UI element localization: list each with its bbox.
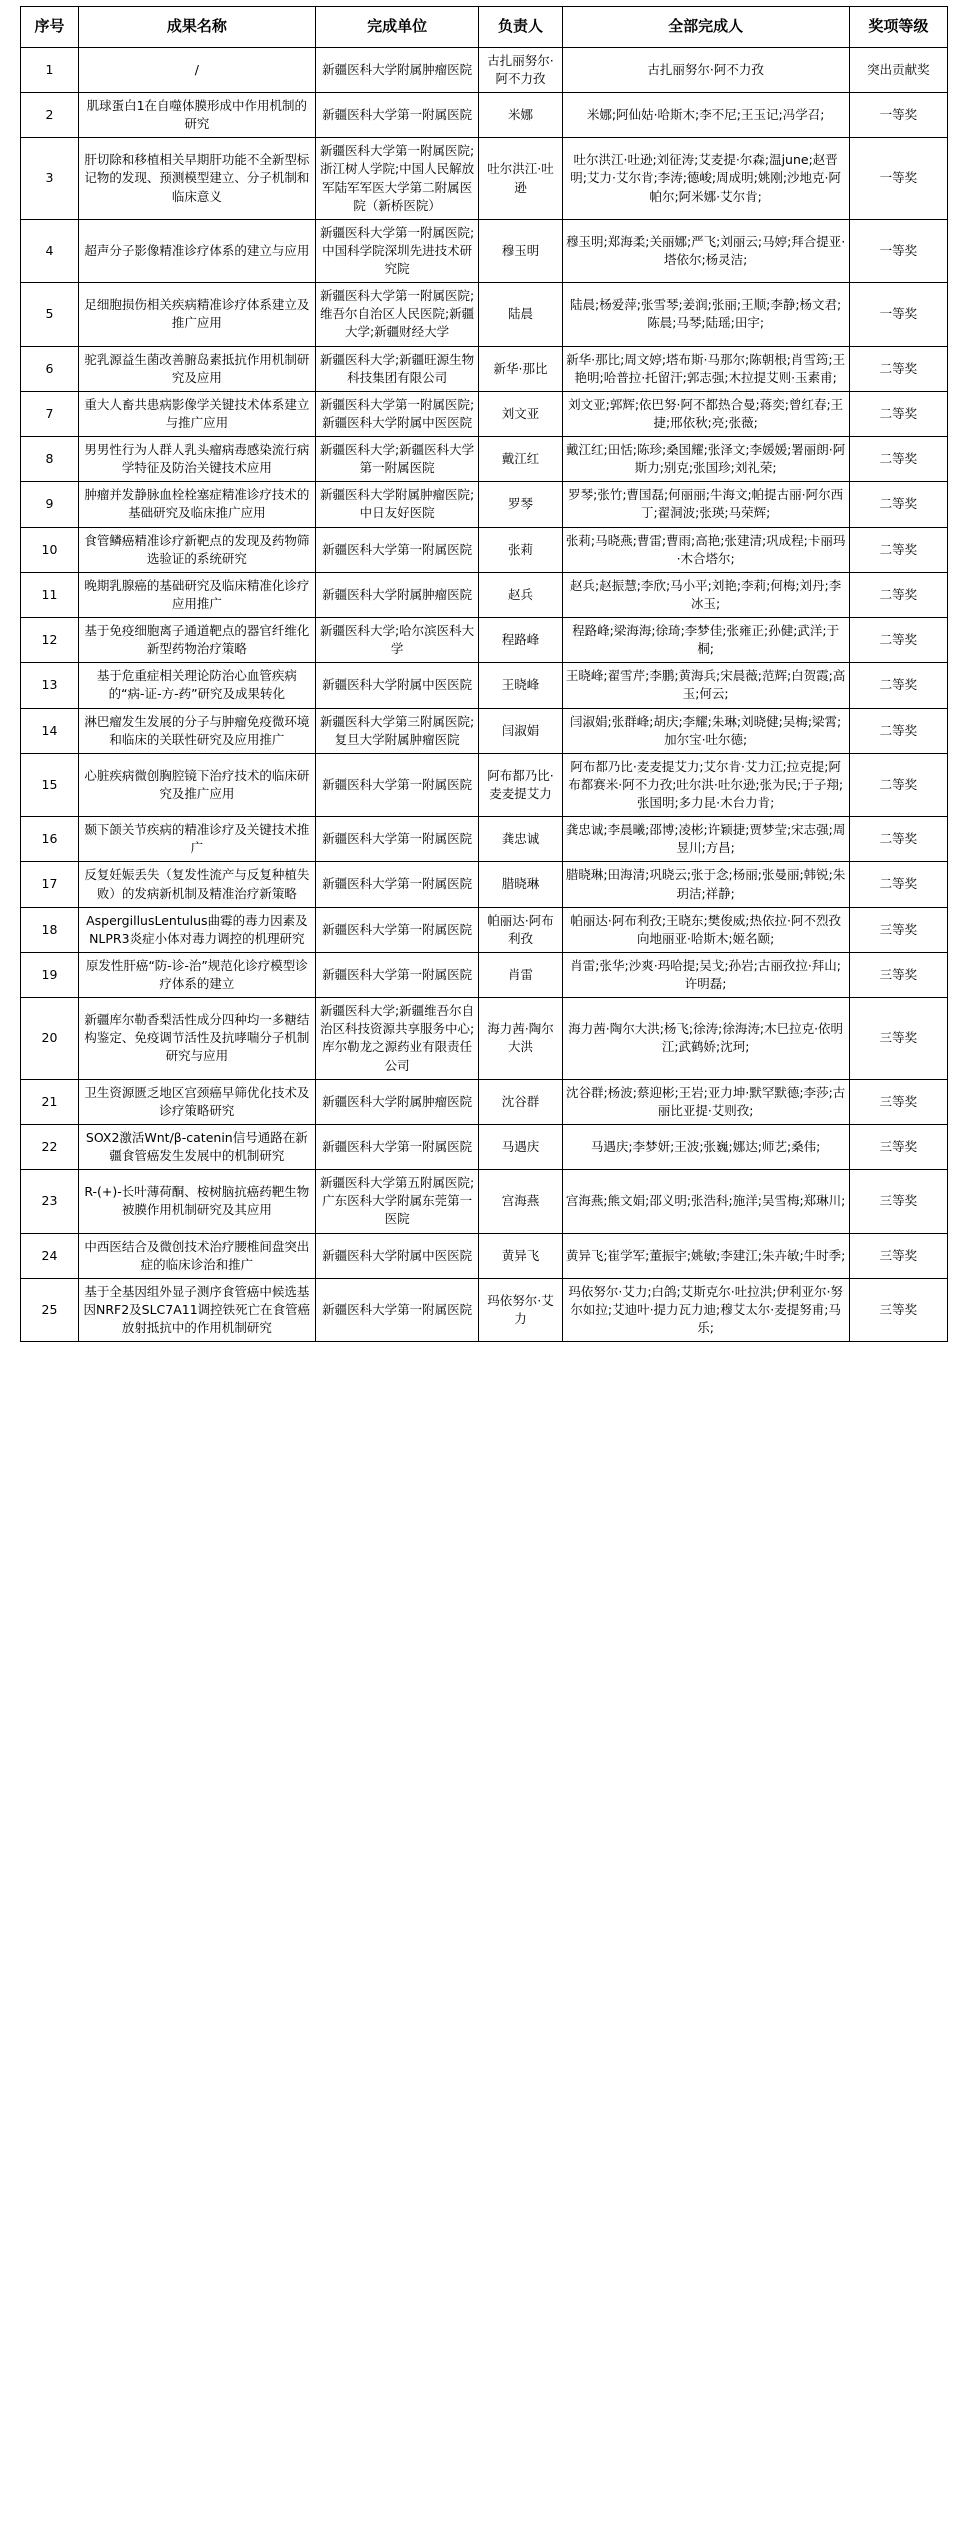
cell-people: 肖雷;张华;沙爽·玛哈提;吴戈;孙岩;古丽孜拉·拜山;许明磊;	[562, 952, 849, 997]
cell-title: 驼乳源益生菌改善腑岛素抵抗作用机制研究及应用	[78, 346, 315, 391]
cell-people: 阿布都乃比·麦麦提艾力;艾尔肯·艾力江;拉克提;阿布都赛米·阿不力孜;吐尔洪·吐尔逊;张为民;于子翔;张国明;多力昆·木台力肯;	[562, 753, 849, 816]
cell-title: 超声分子影像精准诊疗体系的建立与应用	[78, 219, 315, 282]
table-row	[21, 346, 948, 391]
cell-leader: 吐尔洪江·吐逊	[479, 138, 562, 220]
cell-people: 赵兵;赵振慧;李欣;马小平;刘艳;李莉;何梅;刘丹;李冰玉;	[562, 572, 849, 617]
column-header-people: 全部完成人	[562, 7, 849, 48]
cell-unit: 新疆医科大学;新疆维吾尔自治区科技资源共享服务中心;库尔勒龙之源药业有限责任公司	[315, 998, 479, 1080]
table-row	[21, 1124, 948, 1169]
cell-leader: 龚忠诚	[479, 817, 562, 862]
cell-unit: 新疆医科大学第一附属医院	[315, 817, 479, 862]
cell-index: 5	[21, 283, 79, 346]
cell-title: 颞下颌关节疾病的精准诊疗及关键技术推广	[78, 817, 315, 862]
cell-people: 玛依努尔·艾力;白鸽;艾斯克尔·吐拉洪;伊利亚尔·努尔如拉;艾迪叶·提力瓦力迪;穆艾太尔·麦提努甫;马乐;	[562, 1278, 849, 1341]
cell-unit: 新疆医科大学第一附属医院;维吾尔自治区人民医院;新疆大学;新疆财经大学	[315, 283, 479, 346]
cell-award: 三等奖	[849, 907, 947, 952]
cell-leader: 帕丽达·阿布利孜	[479, 907, 562, 952]
cell-unit: 新疆医科大学;哈尔滨医科大学	[315, 618, 479, 663]
cell-leader: 戴江红	[479, 437, 562, 482]
cell-award: 二等奖	[849, 346, 947, 391]
cell-unit: 新疆医科大学第一附属医院	[315, 753, 479, 816]
cell-award: 三等奖	[849, 952, 947, 997]
cell-title: 重大人畜共患病影像学关键技术体系建立与推广应用	[78, 391, 315, 436]
table-row	[21, 527, 948, 572]
cell-people: 黄异飞;崔学军;董振宇;姚敏;李建江;朱卉敏;牛时季;	[562, 1233, 849, 1278]
cell-unit: 新疆医科大学第一附属医院	[315, 952, 479, 997]
cell-award: 一等奖	[849, 219, 947, 282]
cell-award: 二等奖	[849, 437, 947, 482]
cell-award: 突出贡献奖	[849, 47, 947, 92]
cell-title: 基于全基因组外显子测序食管癌中候选基因NRF2及SLC7A11调控铁死亡在食管癌放射抵抗中的作用机制研究	[78, 1278, 315, 1341]
cell-unit: 新疆医科大学附属肿瘤医院	[315, 572, 479, 617]
cell-leader: 赵兵	[479, 572, 562, 617]
cell-index: 4	[21, 219, 79, 282]
table-row	[21, 998, 948, 1080]
cell-leader: 沈谷群	[479, 1079, 562, 1124]
table-row	[21, 283, 948, 346]
cell-award: 三等奖	[849, 1278, 947, 1341]
cell-index: 2	[21, 93, 79, 138]
table-row	[21, 663, 948, 708]
table-row	[21, 138, 948, 220]
cell-people: 罗琴;张竹;曹国磊;何丽丽;牛海文;帕提古丽·阿尔西丁;翟洞波;张瑛;马荣辉;	[562, 482, 849, 527]
cell-index: 11	[21, 572, 79, 617]
cell-leader: 黄异飞	[479, 1233, 562, 1278]
table-row	[21, 1278, 948, 1341]
cell-people: 龚忠诚;李晨曦;邵博;凌彬;许颖捷;贾梦莹;宋志强;周昱川;方昌;	[562, 817, 849, 862]
cell-index: 23	[21, 1170, 79, 1233]
cell-people: 海力茜·陶尔大洪;杨飞;徐涛;徐海涛;木巳拉克·依明江;武鹤娇;沈珂;	[562, 998, 849, 1080]
table-header	[21, 7, 948, 48]
cell-title: 足细胞损伤相关疾病精准诊疗体系建立及推广应用	[78, 283, 315, 346]
cell-unit: 新疆医科大学第一附属医院;浙江树人学院;中国人民解放军陆军军医大学第二附属医院（新桥医院）	[315, 138, 479, 220]
cell-title: 肝切除和移植相关早期肝功能不全新型标记物的发现、预测模型建立、分子机制和临床意义	[78, 138, 315, 220]
cell-index: 19	[21, 952, 79, 997]
cell-unit: 新疆医科大学附属中医医院	[315, 1233, 479, 1278]
cell-people: 戴江红;田恬;陈珍;桑国耀;张泽文;李媛媛;署丽朗·阿斯力;别克;张国珍;刘礼荣;	[562, 437, 849, 482]
cell-leader: 腊晓琳	[479, 862, 562, 907]
cell-leader: 张莉	[479, 527, 562, 572]
cell-people: 米娜;阿仙姑·哈斯木;李不尼;王玉记;冯学召;	[562, 93, 849, 138]
cell-unit: 新疆医科大学第一附属医院;中国科学院深圳先进技术研究院	[315, 219, 479, 282]
table-row	[21, 482, 948, 527]
table-row	[21, 1079, 948, 1124]
cell-title: 淋巴瘤发生发展的分子与肿瘤免疫微环境和临床的关联性研究及应用推广	[78, 708, 315, 753]
cell-title: AspergillusLentulus曲霉的毒力因素及NLPR3炎症小体对毒力调控的机理研究	[78, 907, 315, 952]
cell-people: 腊晓琳;田海清;巩晓云;张于念;杨丽;张曼丽;韩锐;朱玥洁;祥静;	[562, 862, 849, 907]
cell-index: 6	[21, 346, 79, 391]
cell-index: 14	[21, 708, 79, 753]
cell-award: 二等奖	[849, 708, 947, 753]
cell-index: 17	[21, 862, 79, 907]
cell-award: 三等奖	[849, 998, 947, 1080]
table-row	[21, 219, 948, 282]
cell-leader: 穆玉明	[479, 219, 562, 282]
cell-index: 21	[21, 1079, 79, 1124]
column-header-title: 成果名称	[78, 7, 315, 48]
cell-leader: 闫淑娟	[479, 708, 562, 753]
cell-index: 1	[21, 47, 79, 92]
cell-leader: 玛依努尔·艾力	[479, 1278, 562, 1341]
cell-leader: 肖雷	[479, 952, 562, 997]
cell-leader: 海力茜·陶尔大洪	[479, 998, 562, 1080]
cell-unit: 新疆医科大学;新疆旺源生物科技集团有限公司	[315, 346, 479, 391]
cell-award: 二等奖	[849, 817, 947, 862]
cell-unit: 新疆医科大学第一附属医院	[315, 1278, 479, 1341]
cell-title: 肌球蛋白1在自噬体膜形成中作用机制的研究	[78, 93, 315, 138]
cell-people: 沈谷群;杨波;蔡迎彬;王岩;亚力坤·默罕默德;李莎;古丽比亚提·艾则孜;	[562, 1079, 849, 1124]
cell-leader: 罗琴	[479, 482, 562, 527]
cell-index: 22	[21, 1124, 79, 1169]
cell-title: R-(+)-长叶薄荷酮、桉树脑抗癌药靶生物被膜作用机制研究及其应用	[78, 1170, 315, 1233]
cell-leader: 刘文亚	[479, 391, 562, 436]
cell-title: 新疆库尔勒香梨活性成分四种均一多糖结构鉴定、免疫调节活性及抗哮喘分子机制研究与应用	[78, 998, 315, 1080]
cell-leader: 米娜	[479, 93, 562, 138]
cell-unit: 新疆医科大学附属肿瘤医院	[315, 47, 479, 92]
cell-award: 二等奖	[849, 753, 947, 816]
cell-award: 二等奖	[849, 482, 947, 527]
cell-leader: 马遇庆	[479, 1124, 562, 1169]
column-header-leader: 负责人	[479, 7, 562, 48]
cell-award: 二等奖	[849, 391, 947, 436]
cell-index: 24	[21, 1233, 79, 1278]
cell-award: 二等奖	[849, 862, 947, 907]
table-row	[21, 753, 948, 816]
cell-leader: 新华·那比	[479, 346, 562, 391]
cell-leader: 古扎丽努尔·阿不力孜	[479, 47, 562, 92]
cell-title: 基于危重症相关理论防治心血管疾病的“病-证-方-药”研究及成果转化	[78, 663, 315, 708]
cell-leader: 阿布都乃比·麦麦提艾力	[479, 753, 562, 816]
cell-index: 13	[21, 663, 79, 708]
cell-title: 卫生资源匮乏地区宫颈癌早筛优化技术及诊疗策略研究	[78, 1079, 315, 1124]
cell-people: 穆玉明;郑海柔;关丽娜;严飞;刘丽云;马婷;拜合提亚·塔依尔;杨灵洁;	[562, 219, 849, 282]
cell-index: 10	[21, 527, 79, 572]
cell-index: 16	[21, 817, 79, 862]
column-header-index: 序号	[21, 7, 79, 48]
cell-award: 一等奖	[849, 138, 947, 220]
cell-index: 15	[21, 753, 79, 816]
cell-people: 宫海燕;熊文娟;邵义明;张浩科;施洋;吴雪梅;郑琳川;	[562, 1170, 849, 1233]
cell-leader: 宫海燕	[479, 1170, 562, 1233]
cell-leader: 陆晨	[479, 283, 562, 346]
table-row	[21, 907, 948, 952]
cell-people: 吐尔洪江·吐逊;刘征涛;艾麦提·尔森;温june;赵晋明;艾力·艾尔肯;李涛;德峻;周成明;姚刚;沙地克·阿帕尔;阿米娜·艾尔肯;	[562, 138, 849, 220]
award-results-table	[20, 6, 948, 1342]
cell-title: 晚期乳腺癌的基础研究及临床精准化诊疗应用推广	[78, 572, 315, 617]
cell-unit: 新疆医科大学第一附属医院	[315, 907, 479, 952]
cell-title: 原发性肝癌“防-诊-治”规范化诊疗模型诊疗体系的建立	[78, 952, 315, 997]
cell-title: 反复妊娠丢失（复发性流产与反复种植失败）的发病新机制及精准治疗新策略	[78, 862, 315, 907]
table-row	[21, 1233, 948, 1278]
cell-people: 新华·那比;周文婷;塔布斯·马那尔;陈朝根;肖雪筠;王艳明;哈普拉·托留汗;郭志强;木拉提艾则·玉素甫;	[562, 346, 849, 391]
cell-unit: 新疆医科大学第三附属医院;复旦大学附属肿瘤医院	[315, 708, 479, 753]
cell-award: 一等奖	[849, 93, 947, 138]
cell-unit: 新疆医科大学附属肿瘤医院;中日友好医院	[315, 482, 479, 527]
table-body	[21, 47, 948, 1341]
cell-unit: 新疆医科大学第一附属医院	[315, 1124, 479, 1169]
cell-leader: 程路峰	[479, 618, 562, 663]
cell-title: 男男性行为人群人乳头瘤病毒感染流行病学特征及防治关键技术应用	[78, 437, 315, 482]
table-row	[21, 47, 948, 92]
cell-award: 二等奖	[849, 618, 947, 663]
cell-people: 马遇庆;李梦妍;王波;张巍;娜达;师艺;桑伟;	[562, 1124, 849, 1169]
cell-people: 刘文亚;郭辉;依巴努·阿不都热合曼;蒋奕;曾红春;王捷;邢依秋;亮;张薇;	[562, 391, 849, 436]
cell-unit: 新疆医科大学附属肿瘤医院	[315, 1079, 479, 1124]
cell-title: SOX2激活Wnt/β-catenin信号通路在新疆食管癌发生发展中的机制研究	[78, 1124, 315, 1169]
cell-unit: 新疆医科大学第五附属医院;广东医科大学附属东莞第一医院	[315, 1170, 479, 1233]
table-row	[21, 437, 948, 482]
cell-award: 二等奖	[849, 663, 947, 708]
cell-people: 帕丽达·阿布利孜;王晓东;樊俊威;热依拉·阿不烈孜向地丽亚·哈斯木;姬名颐;	[562, 907, 849, 952]
cell-index: 8	[21, 437, 79, 482]
cell-award: 三等奖	[849, 1124, 947, 1169]
table-row	[21, 618, 948, 663]
cell-leader: 王晓峰	[479, 663, 562, 708]
cell-award: 一等奖	[849, 283, 947, 346]
cell-people: 程路峰;梁海海;徐琦;李梦佳;张雍正;孙健;武洋;于桐;	[562, 618, 849, 663]
cell-index: 3	[21, 138, 79, 220]
cell-people: 闫淑娟;张群峰;胡庆;李耀;朱琳;刘晓健;吴梅;梁霄;加尔宝·吐尔德;	[562, 708, 849, 753]
table-header-row	[21, 7, 948, 48]
cell-title: 食管鳞癌精准诊疗新靶点的发现及药物筛选验证的系统研究	[78, 527, 315, 572]
cell-unit: 新疆医科大学;新疆医科大学第一附属医院	[315, 437, 479, 482]
column-header-unit: 完成单位	[315, 7, 479, 48]
cell-index: 20	[21, 998, 79, 1080]
cell-award: 三等奖	[849, 1233, 947, 1278]
table-row	[21, 817, 948, 862]
cell-unit: 新疆医科大学第一附属医院	[315, 93, 479, 138]
cell-people: 古扎丽努尔·阿不力孜	[562, 47, 849, 92]
table-row	[21, 708, 948, 753]
table-row	[21, 1170, 948, 1233]
cell-unit: 新疆医科大学附属中医医院	[315, 663, 479, 708]
cell-title: 基于免疫细胞离子通道靶点的器官纤维化新型药物治疗策略	[78, 618, 315, 663]
table-row	[21, 952, 948, 997]
cell-index: 25	[21, 1278, 79, 1341]
table-row	[21, 391, 948, 436]
cell-unit: 新疆医科大学第一附属医院	[315, 527, 479, 572]
table-row	[21, 572, 948, 617]
cell-people: 陆晨;杨爱萍;张雪琴;姜润;张丽;王顺;李静;杨文君;陈晨;马琴;陆瑶;田宇;	[562, 283, 849, 346]
cell-award: 三等奖	[849, 1170, 947, 1233]
table-row	[21, 93, 948, 138]
cell-award: 二等奖	[849, 572, 947, 617]
cell-unit: 新疆医科大学第一附属医院;新疆医科大学附属中医医院	[315, 391, 479, 436]
cell-unit: 新疆医科大学第一附属医院	[315, 862, 479, 907]
cell-index: 12	[21, 618, 79, 663]
cell-index: 18	[21, 907, 79, 952]
column-header-award: 奖项等级	[849, 7, 947, 48]
cell-title: 中西医结合及微创技术治疗腰椎间盘突出症的临床诊治和推广	[78, 1233, 315, 1278]
cell-title: 肿瘤并发静脉血栓栓塞症精准诊疗技术的基础研究及临床推广应用	[78, 482, 315, 527]
cell-people: 张莉;马晓燕;曹雷;曹雨;高艳;张建清;巩成程;卡丽玛·木合塔尔;	[562, 527, 849, 572]
cell-title: 心脏疾病微创胸腔镜下治疗技术的临床研究及推广应用	[78, 753, 315, 816]
cell-award: 二等奖	[849, 527, 947, 572]
cell-title: /	[78, 47, 315, 92]
cell-people: 王晓峰;翟雪芹;李鹏;黄海兵;宋晨薇;范辉;白贺霞;高玉;何云;	[562, 663, 849, 708]
cell-index: 9	[21, 482, 79, 527]
cell-award: 三等奖	[849, 1079, 947, 1124]
table-row	[21, 862, 948, 907]
cell-index: 7	[21, 391, 79, 436]
